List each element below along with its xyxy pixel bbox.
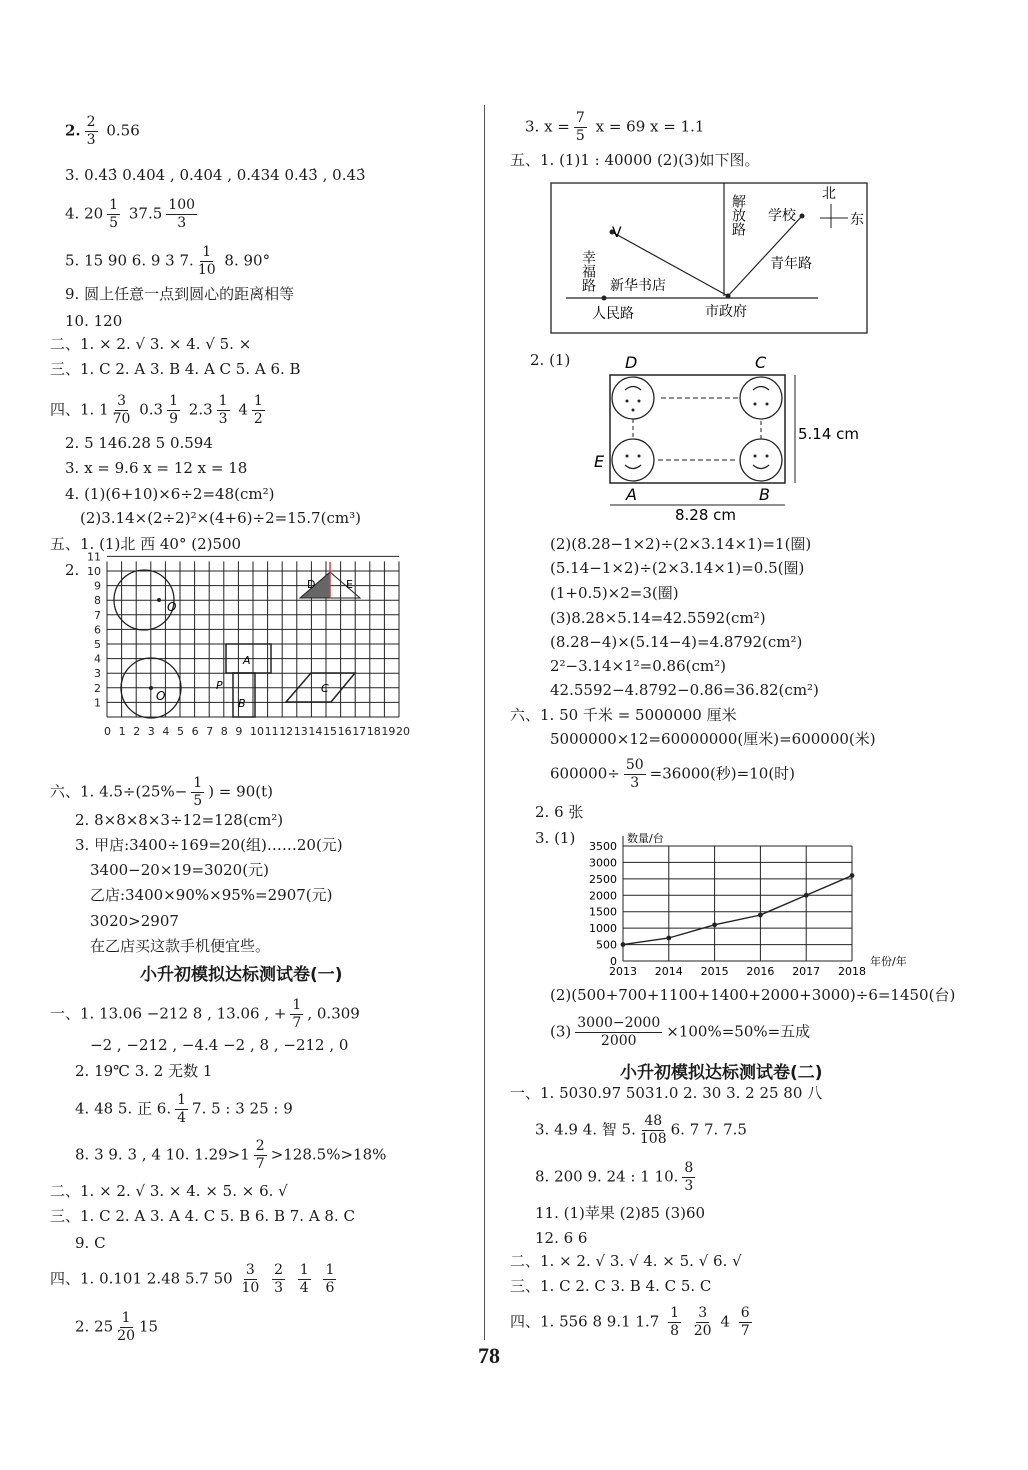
c3d: 42.5592−4.8792−0.86=36.82(cm²) xyxy=(550,681,819,699)
ans-wu1: 五、1. (1)北 西 40° (2)500 xyxy=(50,535,242,553)
ans-l4: 4. 20 $\frac{1}{5}$ 37.5 $\frac{100}{3}$ xyxy=(65,197,196,231)
svg-text:19: 19 xyxy=(381,725,396,738)
svg-text:1: 1 xyxy=(118,725,126,738)
ans-si4b: (2)3.14×(2÷2)²×(4+6)÷2=15.7(cm³) xyxy=(80,509,361,527)
ans-san: 三、1. C 2. A 3. B 4. A C 5. A 6. B xyxy=(50,360,301,378)
line-chart xyxy=(575,828,935,978)
ans-l10: 10. 120 xyxy=(65,312,123,330)
ans-si1: 四、1. 1 $\frac{3}{70}$ 0.3 $\frac{1}{9}$ 2.3 $\frac{1}{3}$ 4 $\frac{1}{2}$ xyxy=(50,393,263,427)
label-c: C xyxy=(321,682,329,695)
ans-l9: 9. 圆上任意一点到圆心的距离相等 xyxy=(65,285,295,303)
svg-text:幸福路: 幸福路 xyxy=(580,250,596,292)
svg-text:5: 5 xyxy=(177,725,184,738)
track-figure xyxy=(590,350,870,525)
c2b: (5.14−1×2)÷(2×3.14×1)=0.5(圈) xyxy=(550,559,805,577)
svg-text:9: 9 xyxy=(235,725,243,738)
y-tick-label: 2500 xyxy=(589,872,617,886)
svg-text:C: C xyxy=(755,353,767,372)
svg-text:4: 4 xyxy=(94,652,101,666)
x-tick-label: 2013 xyxy=(609,965,637,978)
svg-text:4: 4 xyxy=(162,725,170,738)
t2-er: 二、1. × 2. √ 3. √ 4. × 5. √ 6. √ xyxy=(510,1252,742,1270)
svg-text:15: 15 xyxy=(323,725,337,738)
x-tick-label: 2014 xyxy=(654,965,683,978)
svg-text:20: 20 xyxy=(396,725,410,738)
data-point xyxy=(758,913,763,918)
t2-12: 12. 6 6 xyxy=(535,1229,588,1247)
svg-text:V: V xyxy=(612,225,622,241)
y-tick-label: 1500 xyxy=(589,905,617,919)
x-axis-label: 年份/年 xyxy=(870,955,907,968)
t1-4: 4. 48 5. 正 6. $\frac{1}{4}$ 7. 5 : 3 25 : 9 xyxy=(75,1092,293,1126)
t1-1c: −2 , −212 , −4.4 −2 , 8 , −212 , 0 xyxy=(90,1036,349,1054)
svg-text:北: 北 xyxy=(822,186,836,202)
ans-liu1: 六、1. 4.5÷(25%− $\frac{1}{5}$ ) = 90(t) xyxy=(50,775,273,809)
t2-8: 8. 200 9. 24 : 1 10. $\frac{8}{3}$ xyxy=(535,1160,694,1194)
r-liu1c: 600000÷ $\frac{50}{3}$ =36000(秒)=10(时) xyxy=(550,757,796,791)
svg-text:E: E xyxy=(594,452,605,471)
svg-text:市政府: 市政府 xyxy=(705,304,747,320)
ans-l5: 5. 15 90 6. 9 3 7. $\frac{1}{10}$ 8. 90° xyxy=(65,244,271,278)
svg-text:16: 16 xyxy=(337,725,352,738)
svg-text:人民路: 人民路 xyxy=(592,306,634,322)
ans-wu2: 2. xyxy=(65,561,80,579)
ans-liu3d: 3020>2907 xyxy=(90,912,179,930)
r-liu2: 2. 6 张 xyxy=(535,803,584,821)
ans-l3: 3. 0.4̇3̇ 0.404 , 0.404 , 0.434 0.4̇3̇ , 0.43̇ xyxy=(65,166,366,184)
t1-2: 2. 19℃ 3. 2 无数 1 xyxy=(75,1062,213,1080)
svg-text:7: 7 xyxy=(94,608,101,622)
rect-b xyxy=(233,673,255,717)
svg-text:新华书店: 新华书店 xyxy=(610,278,666,294)
t1-1: 一、1. 13.06 −212 8 , 13.06 , + $\frac{1}{7}$ , 0.309 xyxy=(50,997,360,1031)
x-tick-label: 2018 xyxy=(838,965,866,978)
ans-si3: 3. x = 9.6 x = 12 x = 18 xyxy=(65,459,248,477)
ans-l2: 2. $\frac{2}{3}$ 0.56 xyxy=(65,114,140,148)
svg-text:3: 3 xyxy=(147,725,155,738)
label-d: D xyxy=(307,578,316,591)
data-point xyxy=(712,922,717,927)
coordinate-grid xyxy=(85,550,415,752)
c2a: (2)(8.28−1×2)÷(2×3.14×1)=1(圈) xyxy=(550,535,812,553)
r-wu1: 五、1. (1)1 : 40000 (2)(3)如下图。 xyxy=(510,151,760,169)
svg-text:5: 5 xyxy=(94,638,101,651)
map-figure xyxy=(550,180,870,335)
svg-text:青年路: 青年路 xyxy=(770,256,812,272)
r-2: 2. (1) xyxy=(530,351,571,369)
ans-liu2: 2. 8×8×8×3÷12=128(cm²) xyxy=(75,811,284,829)
r-liu3: 3. (1) xyxy=(535,829,576,847)
ans-si2: 2. 5 146.28 5 0.594 xyxy=(65,434,213,452)
svg-text:D: D xyxy=(625,353,638,372)
x-tick-label: 2015 xyxy=(700,965,729,978)
y-tick-label: 500 xyxy=(596,938,617,952)
svg-text:2: 2 xyxy=(94,681,101,695)
svg-text:18: 18 xyxy=(366,725,381,738)
c3a: (3)8.28×5.14=42.5592(cm²) xyxy=(550,609,766,627)
label-b: B xyxy=(238,697,246,710)
c3b: (8.28−4)×(5.14−4)=4.8792(cm²) xyxy=(550,633,803,651)
svg-text:7: 7 xyxy=(206,725,214,738)
svg-text:1: 1 xyxy=(94,696,101,710)
svg-text:14: 14 xyxy=(308,725,323,738)
svg-text:10: 10 xyxy=(87,565,101,578)
t2-si1: 四、1. 556 8 9.1 1.7 $\frac{1}{8}$ $\frac{3}{20}$ 4 $\frac{6}{7}$ xyxy=(510,1305,750,1339)
label-o-top: O xyxy=(167,600,177,614)
t2-1: 一、1. 5030.97 5031.0 2. 30 3. 2 25 80 八 xyxy=(510,1084,823,1102)
r-3: 3. x = $\frac{7}{5}$ x = 69 x = 1.1 xyxy=(525,110,705,144)
t1-9: 9. C xyxy=(75,1234,106,1252)
t1-si2: 2. 25 $\frac{1}{20}$ 15 xyxy=(75,1310,159,1344)
l3c: (3) $\frac{3000-2000}{2000}$ ×100%=50%=五成 xyxy=(550,1015,811,1049)
y-tick-label: 3000 xyxy=(589,856,617,870)
svg-text:学校: 学校 xyxy=(768,208,796,224)
svg-text:8.28 cm: 8.28 cm xyxy=(675,506,737,524)
svg-text:解放路: 解放路 xyxy=(730,194,746,236)
label-o-bottom: O xyxy=(156,689,166,703)
y-axis-label: 数量/台 xyxy=(627,832,664,845)
svg-text:8: 8 xyxy=(220,725,228,738)
t1-er: 二、1. × 2. √ 3. × 4. × 5. × 6. √ xyxy=(50,1182,288,1200)
svg-text:0: 0 xyxy=(104,725,111,738)
r-liu1: 六、1. 50 千米 = 5000000 厘米 xyxy=(510,706,737,724)
svg-text:17: 17 xyxy=(352,725,367,738)
t1-8: 8. 3 9. 3 , 4 10. 1.29>1 $\frac{2}{7}$ >128.5%>18% xyxy=(75,1138,387,1172)
page-number: 78 xyxy=(478,1343,500,1368)
r-liu1b: 5000000×12=60000000(厘米)=600000(米) xyxy=(550,730,876,748)
ans-liu3e: 在乙店买这款手机便宜些。 xyxy=(90,937,271,955)
c2c: (1+0.5)×2=3(圈) xyxy=(550,584,679,602)
column-divider xyxy=(484,105,485,1340)
ans-liu3a: 3. 甲店:3400÷169=20(组)……20(元) xyxy=(75,836,343,854)
c3c: 2²−3.14×1²=0.86(cm²) xyxy=(550,657,726,675)
data-point xyxy=(804,893,809,898)
svg-text:11: 11 xyxy=(87,550,101,564)
ans-liu3c: 乙店:3400×90%×95%=2907(元) xyxy=(90,886,333,904)
ans-liu3b: 3400−20×19=3020(元) xyxy=(90,861,269,879)
y-tick-label: 0 xyxy=(610,955,617,968)
svg-text:12: 12 xyxy=(279,725,294,738)
svg-text:5.14 cm: 5.14 cm xyxy=(798,425,860,443)
svg-text:东: 东 xyxy=(850,212,864,228)
svg-text:2: 2 xyxy=(133,725,141,738)
label-p: P xyxy=(216,679,223,692)
data-point xyxy=(621,942,626,947)
test2-title: 小升初模拟达标测试卷(二) xyxy=(620,1063,823,1083)
svg-text:6: 6 xyxy=(94,623,101,637)
svg-text:A: A xyxy=(626,485,637,504)
t2-3: 3. 4.9 4. 智 5. $\frac{48}{108}$ 6. 7 7. 7.5 xyxy=(535,1113,747,1147)
data-point xyxy=(666,936,671,941)
svg-text:B: B xyxy=(759,485,770,504)
t2-11: 11. (1)苹果 (2)85 (3)60 xyxy=(535,1204,706,1222)
y-tick-label: 3500 xyxy=(589,840,617,853)
svg-text:8: 8 xyxy=(94,594,101,608)
x-tick-label: 2017 xyxy=(792,965,821,978)
svg-text:3: 3 xyxy=(94,667,101,681)
svg-text:9: 9 xyxy=(94,579,101,593)
svg-text:6: 6 xyxy=(191,725,199,738)
label-e: E xyxy=(346,578,353,591)
data-point xyxy=(850,873,855,878)
ans-er: 二、1. × 2. √ 3. × 4. √ 5. × xyxy=(50,335,252,353)
test1-title: 小升初模拟达标测试卷(一) xyxy=(140,965,343,985)
svg-text:13: 13 xyxy=(293,725,308,738)
label-a: A xyxy=(243,654,251,667)
t1-san: 三、1. C 2. A 3. A 4. C 5. B 6. B 7. A 8. C xyxy=(50,1207,355,1225)
y-tick-label: 2000 xyxy=(589,889,617,903)
ans-si4a: 4. (1)(6+10)×6÷2=48(cm²) xyxy=(65,485,275,503)
t1-si1: 四、1. 0.101 2.48 5.7 50 $\frac{3}{10}$ $\frac{2}{3}$ $\frac{1}{4}$ $\frac{1}{6}$ xyxy=(50,1262,335,1296)
l3b: (2)(500+700+1100+1400+2000+3000)÷6=1450(台) xyxy=(550,986,956,1004)
svg-text:11: 11 xyxy=(264,725,279,738)
x-tick-label: 2016 xyxy=(746,965,775,978)
series-line xyxy=(623,876,852,945)
y-tick-label: 1000 xyxy=(589,922,617,936)
t2-san: 三、1. C 2. C 3. B 4. C 5. C xyxy=(510,1277,712,1295)
svg-text:10: 10 xyxy=(250,725,264,738)
